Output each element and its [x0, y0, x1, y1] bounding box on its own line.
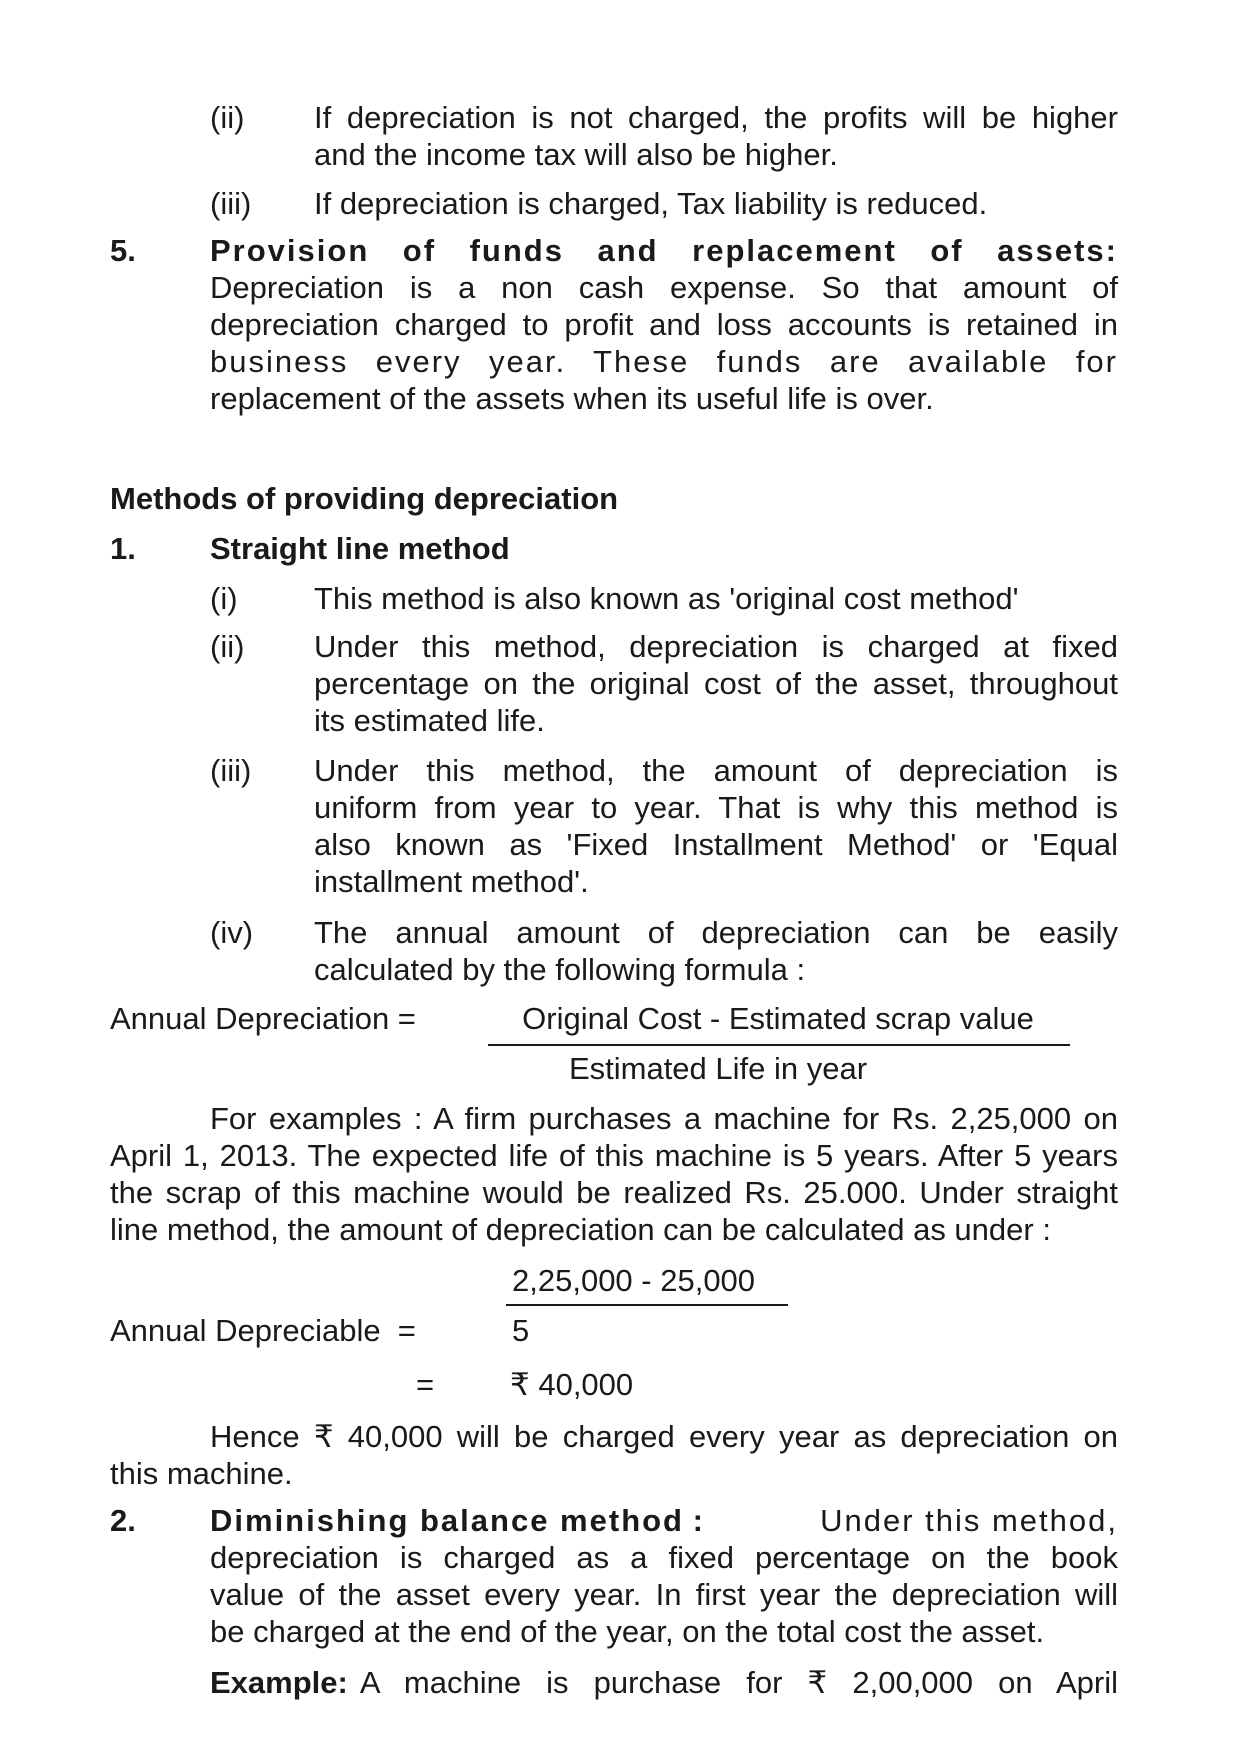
list-label: (iii) [210, 753, 252, 788]
method2-colon: : [684, 1503, 712, 1538]
text-line: The annual amount of depreciation can be easily [314, 915, 1118, 950]
calc-result: ₹ 40,000 [510, 1367, 634, 1402]
text-line: calculated by the following formula : [314, 952, 806, 987]
method-number: 1. [110, 531, 136, 566]
list-item-text [314, 752, 1118, 900]
text-line: Under this method, [820, 1503, 1118, 1538]
list-label: (iii) [210, 186, 252, 221]
text-line: its estimated life. [314, 703, 545, 738]
calc-fraction-bar [506, 1304, 788, 1306]
method2-first-line [210, 1502, 1118, 1539]
hence-paragraph [110, 1418, 1118, 1492]
text-line: be charged at the end of the year, on the total cost the asset. [210, 1614, 1045, 1649]
list-item-text [314, 99, 1118, 173]
text-line: depreciation charged to profit and loss accounts is retained in [210, 307, 1118, 342]
calc-label: Annual Depreciable = [110, 1313, 416, 1348]
method2-body [210, 1502, 1118, 1701]
text-line: Under this method, depreciation is charged at fixed [314, 629, 1118, 664]
text-line: value of the asset every year. In first year the depreciation will [210, 1577, 1118, 1612]
section-body [210, 232, 1118, 417]
calc-equals: = [416, 1367, 435, 1402]
list-label: (iv) [210, 915, 254, 950]
text-line: Hence ₹ 40,000 will be charged every year as depreciation on [210, 1419, 1118, 1454]
text-line: this machine. [110, 1456, 293, 1491]
text-line: installment method'. [314, 864, 589, 899]
list-item-text [314, 914, 1118, 988]
method-title: Straight line method [210, 531, 510, 566]
list-item-text [314, 628, 1118, 739]
text-line: depreciation is charged as a fixed percentage on the book [210, 1540, 1118, 1575]
text-line: percentage on the original cost of the asset, throughout [314, 666, 1118, 701]
example-text: A machine is purchase for ₹ 2,00,000 on April [359, 1665, 1118, 1700]
text-line: Depreciation is a non cash expense. So that amount of [210, 270, 1118, 305]
formula-denominator: Estimated Life in year [568, 1051, 868, 1086]
methods-heading: Methods of providing depreciation [110, 481, 619, 516]
formula-numerator: Original Cost - Estimated scrap value [522, 1001, 1034, 1036]
text-line: For examples : A firm purchases a machine for Rs. 2,25,000 on [210, 1101, 1118, 1136]
text-line: line method, the amount of depreciation can be calculated as under : [110, 1212, 1051, 1247]
text-line: replacement of the assets when its useful life is over. [210, 381, 934, 416]
list-item-text: This method is also known as 'original cost method' [314, 581, 1019, 616]
calc-denominator: 5 [512, 1313, 530, 1348]
text-line: uniform from year to year. That is why this method is [314, 790, 1118, 825]
text-line: If depreciation is not charged, the profits will be higher [314, 100, 1118, 135]
method-number: 2. [110, 1503, 136, 1538]
text-line: and the income tax will also be higher. [314, 137, 838, 172]
section-heading: Provision of funds and replacement of assets: [210, 233, 1118, 268]
section-number: 5. [110, 233, 136, 268]
example-line [210, 1664, 1118, 1701]
text-line: April 1, 2013. The expected life of this machine is 5 years. After 5 years [110, 1138, 1118, 1173]
formula-fraction-bar [488, 1044, 1070, 1046]
example-label: Example: [210, 1665, 348, 1700]
text-line: the scrap of this machine would be realized Rs. 25.000. Under straight [110, 1175, 1118, 1210]
calc-numerator: 2,25,000 - 25,000 [512, 1263, 756, 1298]
list-item-text: If depreciation is charged, Tax liability is reduced. [314, 186, 988, 221]
text-line: also known as 'Fixed Installment Method' or 'Equal [314, 827, 1118, 862]
formula-label: Annual Depreciation = [110, 1001, 416, 1036]
text-line: Under this method, the amount of depreciation is [314, 753, 1118, 788]
example-paragraph [110, 1100, 1118, 1248]
list-label: (ii) [210, 629, 245, 664]
text-line: business every year. These funds are available for [210, 344, 1118, 379]
list-label: (ii) [210, 100, 245, 135]
method2-title: Diminishing balance method [210, 1503, 684, 1538]
list-label: (i) [210, 581, 238, 616]
